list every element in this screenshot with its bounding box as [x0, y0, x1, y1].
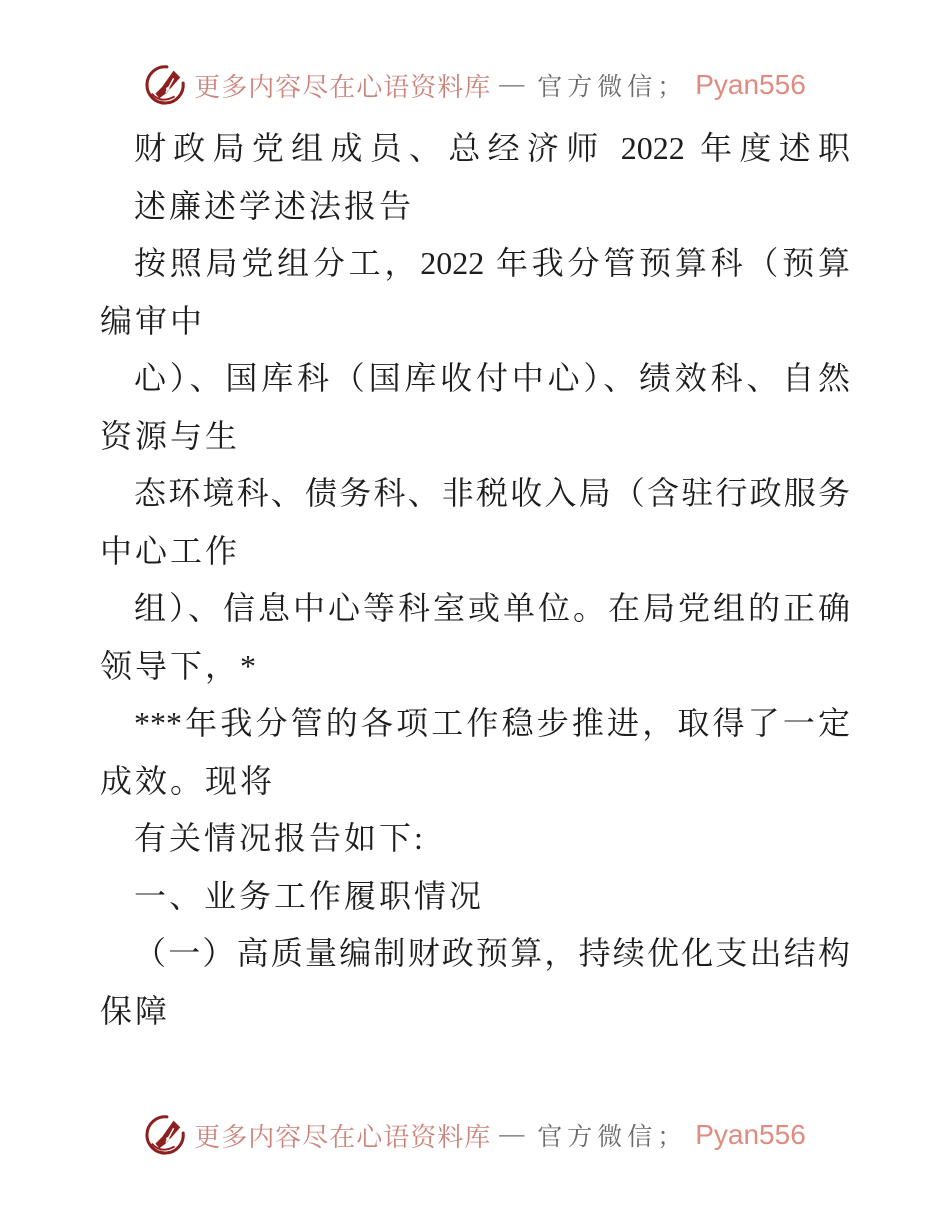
watermark-brand-text: 更多内容尽在心语资料库 [194, 1122, 492, 1152]
doc-title-line: 述廉述学述法报告 [134, 187, 415, 224]
doc-heading-line: （一）高质量编制财政预算，持续优化支出结构 [134, 935, 850, 971]
doc-line: 态环境科、债务科、非税收入局（含驻行政服务 [134, 475, 850, 511]
watermark-wechat-id: Pyan556 [695, 1119, 806, 1150]
watermark-dash: — [499, 1121, 530, 1148]
pen-nib-logo-icon [144, 1114, 186, 1156]
pen-nib-logo-icon [144, 64, 186, 106]
watermark-dash: — [499, 71, 530, 98]
doc-title-line: 财政局党组成员、总经济师 2022 年度述职 [134, 130, 850, 166]
doc-line: 组）、信息中心等科室或单位。在局党组的正确 [134, 590, 850, 626]
doc-line: 心）、国库科（国库收付中心）、绩效科、自然 [134, 360, 850, 396]
watermark-header [0, 64, 950, 106]
doc-line: 按照局党组分工，2022 年我分管预算科（预算 [134, 245, 850, 281]
doc-heading-line: 一、业务工作履职情况 [134, 877, 485, 914]
doc-line: 资源与生 [100, 417, 241, 454]
document-body [100, 120, 850, 1040]
doc-line: 有关情况报告如下: [134, 820, 426, 856]
watermark-brand-text: 更多内容尽在心语资料库 [194, 72, 492, 102]
watermark-wechat-id: Pyan556 [695, 69, 806, 100]
doc-line: 保障 [100, 992, 171, 1029]
doc-line: ***年我分管的各项工作稳步推进，取得了一定 [134, 705, 850, 741]
doc-line: 成效。现将 [100, 762, 276, 799]
watermark-footer [0, 1114, 950, 1156]
doc-line: 编审中 [100, 302, 206, 339]
watermark-wechat-label: 官方微信； [537, 1124, 688, 1151]
watermark-wechat-label: 官方微信； [537, 74, 688, 101]
doc-line: 领导下，* [100, 647, 260, 684]
doc-line: 中心工作 [100, 532, 241, 569]
